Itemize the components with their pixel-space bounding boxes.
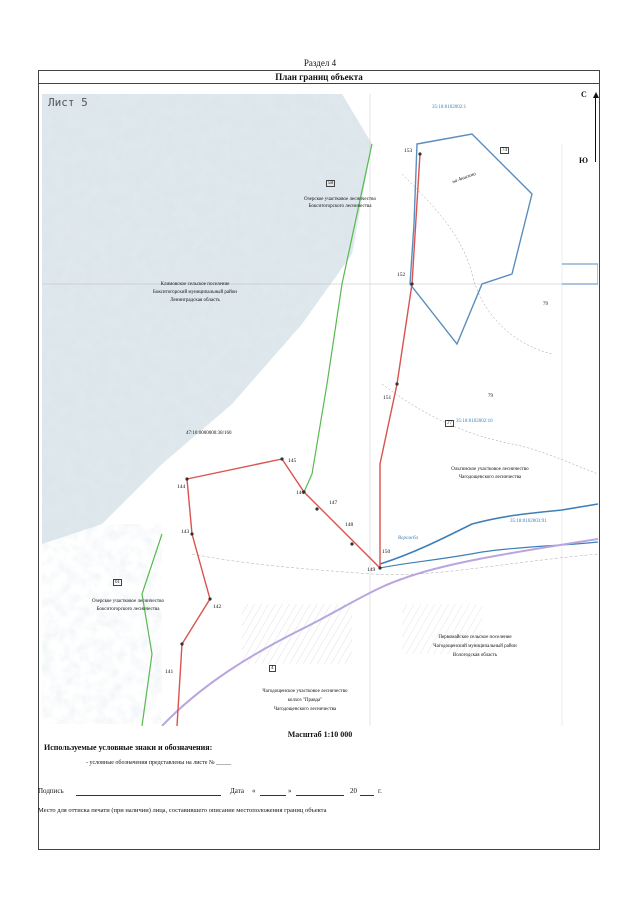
month-line[interactable]: [296, 795, 344, 796]
page-title: План границ объекта: [38, 70, 600, 84]
year-prefix: 20: [350, 787, 357, 795]
cadastral-number: 35:18:0102002:1: [432, 105, 467, 110]
point-label: 150: [382, 549, 391, 555]
track-line: [192, 554, 598, 575]
block-number: 79: [543, 302, 548, 307]
area-label-chagodoshchensk-forestry-right: Ольгинское участковое лесничество Чагодощенского лесничества: [451, 467, 529, 480]
compass-arrow-icon: [593, 92, 599, 98]
green-boundary-line: [304, 474, 312, 492]
block-number: 58: [328, 181, 333, 186]
cadastral-number: 47:10:0000000:38/160: [186, 431, 232, 436]
boundary-map: [42, 84, 598, 726]
blue-parcel-edge: [562, 264, 598, 284]
point-label: 145: [288, 458, 297, 464]
compass: [579, 90, 599, 168]
river-line: [380, 504, 598, 564]
point-label: 147: [329, 500, 338, 506]
blue-parcel-boundary: [410, 134, 532, 344]
area-label-ozersky-forestry: Озерское участковое лесничество Бокситогорского лесничества: [92, 599, 164, 612]
river-line: [380, 542, 598, 568]
point-label: 153: [404, 148, 413, 154]
cadastral-number: 35:18:0102002:16: [456, 419, 493, 424]
terrain-texture: [42, 94, 382, 564]
hatched-area: [242, 604, 352, 664]
block-number: 61: [115, 580, 120, 585]
year-line[interactable]: [360, 795, 374, 796]
river-label: Ворожба: [398, 536, 419, 541]
section-heading: Раздел 4: [303, 58, 337, 68]
map-scale: Масштаб 1:10 000: [287, 730, 353, 739]
area-label-chagodoshchensk-forestry: Чагодощенское участковое лесничество колхоз "Правда" Чагодощенского лесничества: [262, 689, 348, 712]
point-label: 141: [165, 669, 174, 675]
cadastral-number: 35:18:0102003:91: [510, 519, 547, 524]
year-suffix: г.: [378, 787, 382, 795]
block-number: 4: [271, 666, 274, 671]
day-line[interactable]: [260, 795, 286, 796]
point-label: 142: [213, 604, 222, 610]
terrain-texture-lower: [42, 524, 162, 724]
compass-axis: [595, 98, 596, 162]
legend-reference: - условные обозначения представлены на листе № _____: [86, 760, 232, 766]
quote-close: »: [288, 787, 292, 795]
area-label-boksitogorsk-forestry: Озерское участковое лесничество Бокситогорского лесничества: [304, 197, 376, 209]
point-label: 143: [181, 529, 190, 535]
south-label: Ю: [579, 156, 589, 165]
value-label: 79: [488, 394, 493, 399]
stamp-place-text: Место для оттиска печати (при наличии) лица, составившего описание местоположения границ объекта: [38, 807, 327, 814]
block-number: 77: [447, 421, 452, 426]
signature-line[interactable]: [76, 795, 221, 796]
date-label: Дата: [230, 787, 244, 795]
legend-heading: Используемые условные знаки и обозначения:: [44, 743, 213, 752]
stream-line: [402, 171, 552, 354]
area-label-pervomaiskoe-settlement: Первомайское сельское поселение Чагодощенский муниципальный район Вологодская область: [433, 635, 517, 658]
point-label: 151: [383, 395, 392, 401]
point-label: 146: [296, 490, 305, 496]
area-label-settlement: Климовское сельское поселение Бокситогорский муниципальный район Ленинградская область: [153, 282, 237, 303]
point-label: 144: [177, 484, 186, 490]
point-label: 149: [367, 567, 376, 573]
point-label: 148: [345, 522, 354, 528]
signature-label: Подпись: [38, 787, 64, 795]
north-label: С: [581, 90, 587, 99]
block-number: 74: [502, 148, 507, 153]
road-label: на Анисимо: [451, 171, 477, 186]
point-label: 152: [397, 272, 406, 278]
quote-open: «: [252, 787, 256, 795]
signature-row: [38, 787, 600, 799]
sheet-label: Лист 5: [48, 96, 88, 109]
